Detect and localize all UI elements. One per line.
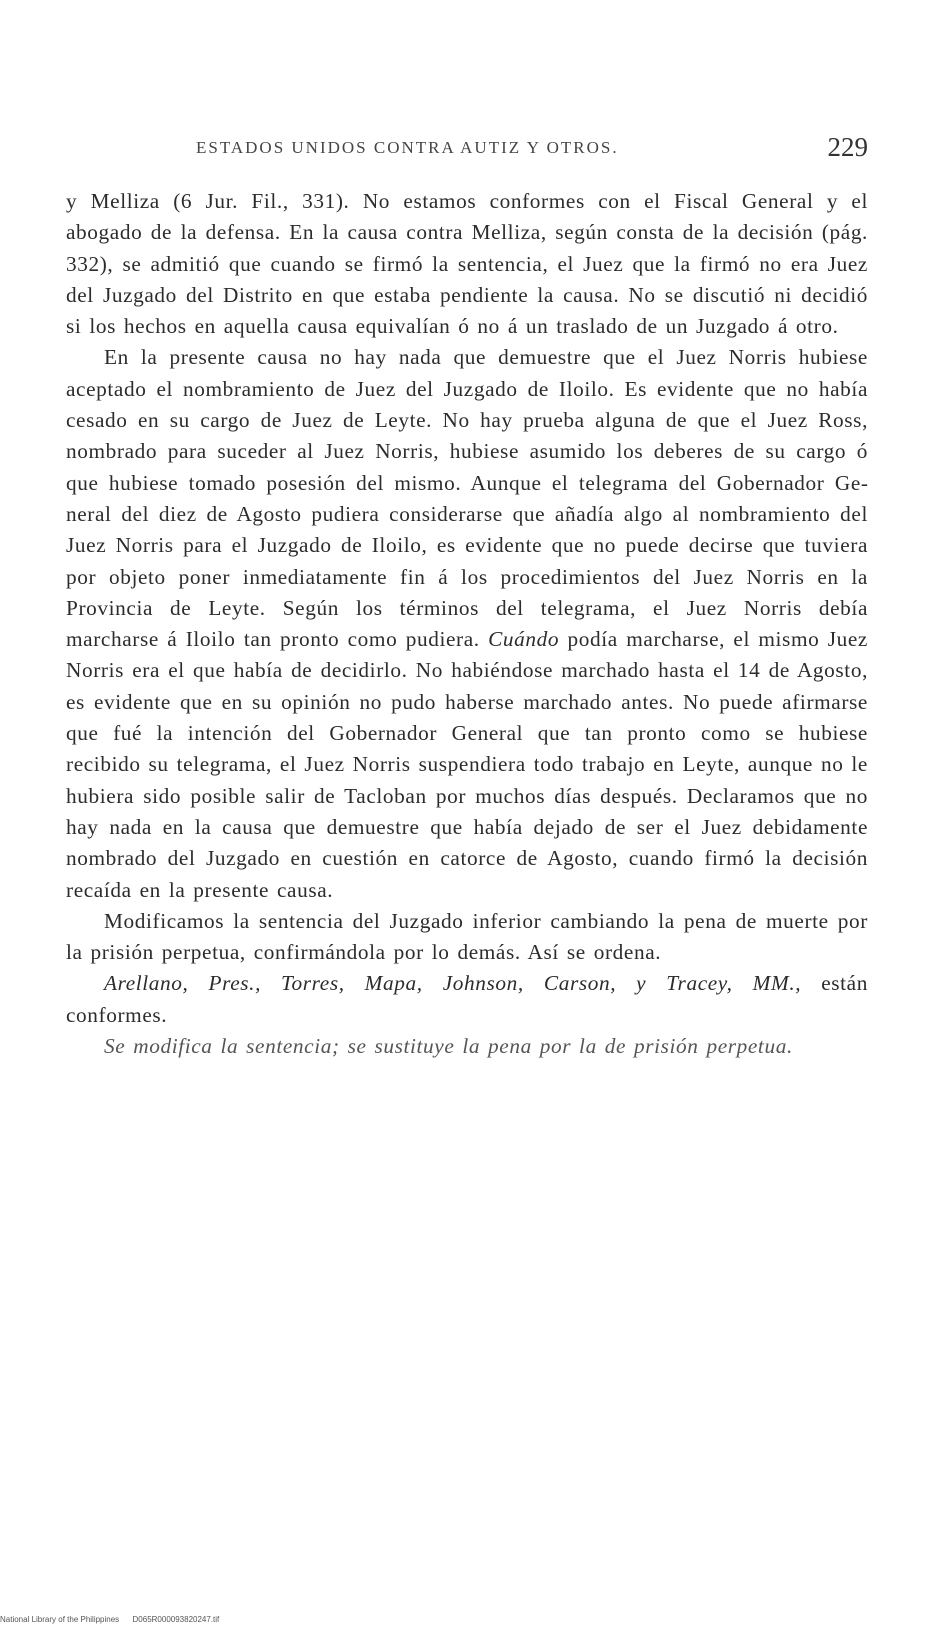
concurrence-text: están conformes.: [66, 971, 868, 1027]
justices-names: Arellano, Pres., Torres, Mapa, Johnson, Carson, y Tracey, MM.,: [104, 971, 802, 996]
page-body: [66, 186, 868, 1062]
paragraph: Modificamos la sentencia del Juzgado inferior cambiando la pena de muerte por la prisión perpetua, confirmándola por lo demás. Así se ordena.: [66, 908, 868, 965]
page-number: 229: [827, 132, 868, 162]
library-credit: National Library of the Philippines: [0, 1615, 120, 1624]
paragraph-text: podía marcharse, el mismo Juez Norris era el que había de decidirlo. No habiéndose marchado hasta el 14 de Agosto, es evidente que en su opinión no pudo haberse marchado antes. No puede afirmarse que fué la intención del Gobernador General que tan pronto como se hubiese recibido su telegrama, el Juez Norris suspendiera todo trabajo en Leyte, aunque no le hubiera sido posible salir de Tacloban por muchos días después. Declaramos que no hay nada en la causa que demuestre que había dejado de ser el Juez debidamente nombrado del Juzgado en cuestión en catorce de Agosto, cuando firmó la decisión recaída en la presente causa.: [66, 627, 868, 902]
paragraph: y Melliza (6 Jur. Fil., 331). No estamos conformes con el Fiscal General y el abogado de la defensa. En la causa contra Melliza, según consta de la decisión (pág. 332), se admitió que cuando se firmó la sentencia, el Juez que la firmó no era Juez del Juzgado del Distrito en que estaba pendiente la causa. No se discutió ni decidió si los hechos en aquella causa equivalían ó no á un traslado de un Juzgado á otro.: [66, 189, 868, 339]
running-head: ESTADOS UNIDOS CONTRA AUTIZ Y OTROS.: [196, 138, 619, 157]
paragraph: [66, 342, 868, 905]
emphasized-word: Cuándo: [488, 627, 560, 652]
scan-footer: [0, 1615, 219, 1624]
paragraph-text: En la presente causa no hay nada que demuestre que el Juez Norris hubiese aceptado el nombramiento de Juez del Juzgado de Iloilo. Es evidente que no había cesado en su cargo de Juez de Leyte. No hay prueba alguna de que el Juez Ross, nombrado para suceder al Juez Norris, hubiese asumido los deberes de su cargo ó que hubiese tomado posesión del mismo. Aunque el telegrama del Gobernador General del diez de Agosto pudiera considerarse que añadía algo al nombramiento del Juez Norris para el Juzgado de Iloilo, es evidente que no puede decirse que tuviera por objeto poner inmediatamente fin á los procedimientos del Juez Norris en la Provincia de Leyte. Según los términos del telegrama, el Juez Norris debía marcharse á Iloilo tan pronto como pudiera.: [66, 345, 868, 652]
page-header: [66, 132, 868, 168]
concurrence-line: [66, 968, 868, 1031]
scan-file-code: D065R000093820247.tif: [132, 1615, 220, 1624]
holding-statement: Se modifica la sentencia; se sustituye la pena por la de prisión perpetua.: [104, 1034, 793, 1059]
